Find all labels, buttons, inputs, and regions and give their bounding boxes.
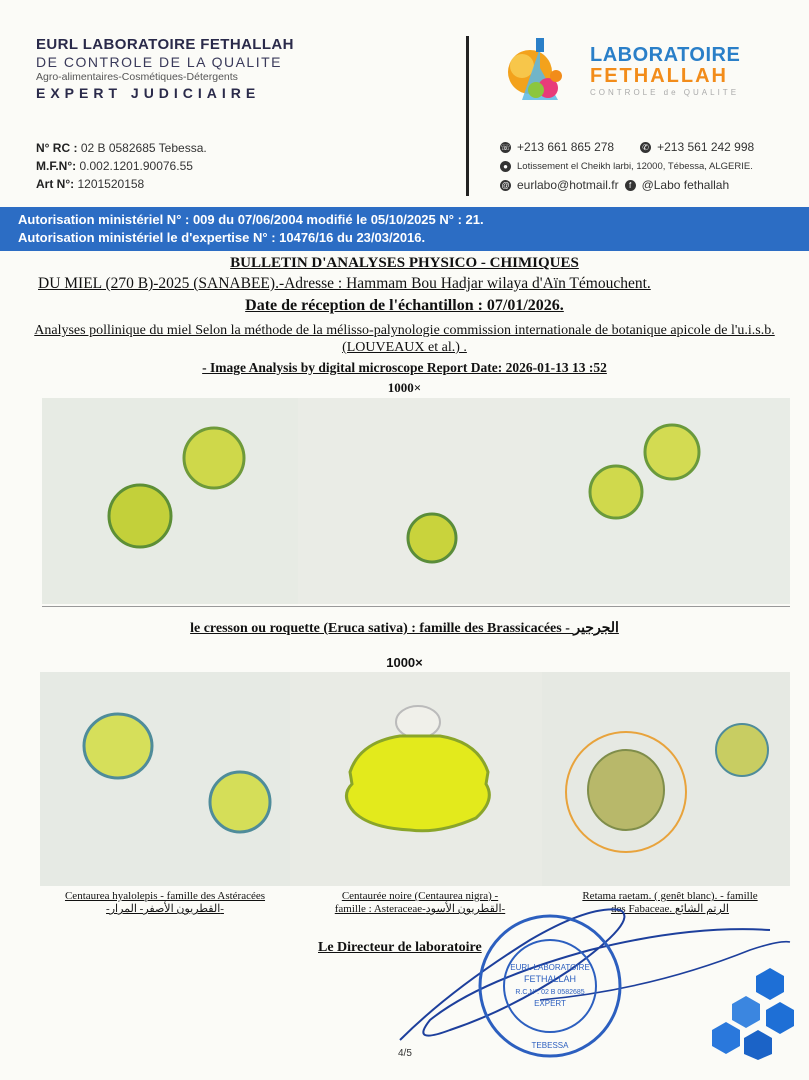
authorization-band	[0, 207, 809, 251]
lab-flask-logo	[500, 30, 582, 110]
facebook-icon: f	[625, 180, 636, 191]
letterhead	[36, 36, 456, 101]
caption-hyalolepis-line2: -القطريون الأصفر- المرار-	[106, 903, 224, 915]
page-number: 4/5	[398, 1048, 412, 1059]
art-value: 1201520158	[77, 177, 145, 191]
contact-block	[500, 138, 754, 195]
caption-nigra-line1: Centaurée noire (Centaurea nigra) -	[341, 890, 499, 902]
micrograph-eruca-3	[540, 398, 790, 604]
micrograph-eruca-2	[298, 398, 540, 604]
caption-hyalolepis-line1: Centaurea hyalolepis - famille des Astéracées	[64, 890, 266, 902]
stamp-bottom: TEBESSA	[531, 1041, 569, 1050]
phone-1: +213 661 865 278	[517, 140, 615, 154]
caption-centaurea-hyalolepis	[40, 890, 290, 916]
address: Lotissement el Cheikh larbi, 12000, Tébessa, ALGERIE.	[517, 161, 753, 172]
logo-line2: FETHALLAH	[590, 65, 728, 87]
caption-retama-line2: des Fabaceae. الرتم الشائع	[611, 903, 729, 915]
art-label: Art N°:	[36, 177, 75, 191]
magnification-1: 1000×	[387, 380, 422, 395]
micrograph-retama-raetam	[542, 672, 790, 886]
registration-ids	[36, 139, 207, 193]
stamp-line1: EURL LABORATOIRE	[510, 963, 590, 972]
logo-line1: LABORATOIRE	[590, 44, 741, 66]
micrograph-centaurea-hyalolepis	[40, 672, 290, 886]
company-subtitle: DE CONTROLE DE LA QUALITE	[36, 54, 282, 70]
facebook: @Labo fethallah	[641, 178, 730, 192]
pollen-grains-image	[540, 398, 790, 604]
pollen-grains-image	[42, 398, 298, 604]
stamp-line4: EXPERT	[534, 999, 566, 1008]
pollen-grain-image	[298, 398, 540, 604]
report-subject: DU MIEL (270 B)-2025 (SANABEE).-Adresse : Hammam Bou Hadjar wilaya d'Aïn Témouchent.	[38, 275, 651, 292]
authorization-2: Autorisation ministériel le d'expertise N° : 10476/16 du 23/03/2016.	[18, 230, 426, 245]
logo-line3: CONTROLE de QUALITE	[590, 88, 740, 97]
pollen-grains-image	[40, 672, 290, 886]
mf-label: M.F.N°:	[36, 159, 77, 173]
stamp-line2: FETHALLAH	[523, 974, 577, 984]
reception-date: Date de réception de l'échantillon : 07/01/2026.	[245, 297, 564, 314]
rc-value: 02 B 0582685 Tebessa.	[80, 141, 207, 155]
whatsapp-icon: ✆	[640, 142, 651, 153]
pollen-grains-image	[542, 672, 790, 886]
phone-icon: ☏	[500, 143, 511, 152]
report-title: BULLETIN D'ANALYSES PHYSICO - CHIMIQUES	[230, 255, 579, 271]
company-name: EURL LABORATOIRE FETHALLAH	[36, 36, 294, 53]
rc-label: N° RC :	[36, 141, 78, 155]
header-divider	[466, 36, 469, 196]
micrograph-centaurea-nigra	[290, 672, 542, 886]
phone-2: +213 561 242 998	[657, 140, 755, 154]
authorization-1: Autorisation ministériel N° : 009 du 07/06/2004 modifié le 05/10/2025 N° : 21.	[18, 212, 484, 227]
email: eurlabo@hotmail.fr	[517, 178, 619, 192]
pollen-grain-image	[290, 672, 542, 886]
caption-eruca: le cresson ou roquette (Eruca sativa) : famille des Brassicacées - الجرجير	[190, 621, 619, 636]
laboratory-stamp	[476, 912, 624, 1060]
method-text: Analyses pollinique du miel Selon la méthode de la mélisso-palynologie commission internationale de botanique apicole de l'u.i.s.b. (LOUVEAUX et al.) .	[34, 323, 775, 355]
location-pin-icon: ●	[500, 161, 511, 172]
caption-retama-line1: Retama raetam. ( genêt blanc). - famille	[582, 890, 758, 902]
director-signature-label: Le Directeur de laboratoire	[318, 940, 482, 955]
lab-logo-text	[590, 44, 740, 97]
company-expert: EXPERT JUDICIAIRE	[36, 85, 261, 101]
company-scope: Agro-alimentaires-Cosmétiques-Détergents	[36, 71, 238, 83]
caption-nigra-line2: famille : Asteraceae-القطريون الأسود-	[334, 903, 506, 915]
section-divider	[42, 606, 790, 607]
mf-value: 0.002.1201.90076.55	[79, 159, 193, 173]
hexagon-decoration	[700, 960, 800, 1060]
email-icon: @	[501, 181, 510, 190]
micrograph-eruca-1	[42, 398, 298, 604]
image-analysis-line: - Image Analysis by digital microscope Report Date: 2026-01-13 13 :52	[202, 360, 607, 375]
magnification-2: 1000×	[386, 655, 423, 670]
stamp-line3: R.C.N°: 02 B 0582685	[515, 989, 585, 996]
